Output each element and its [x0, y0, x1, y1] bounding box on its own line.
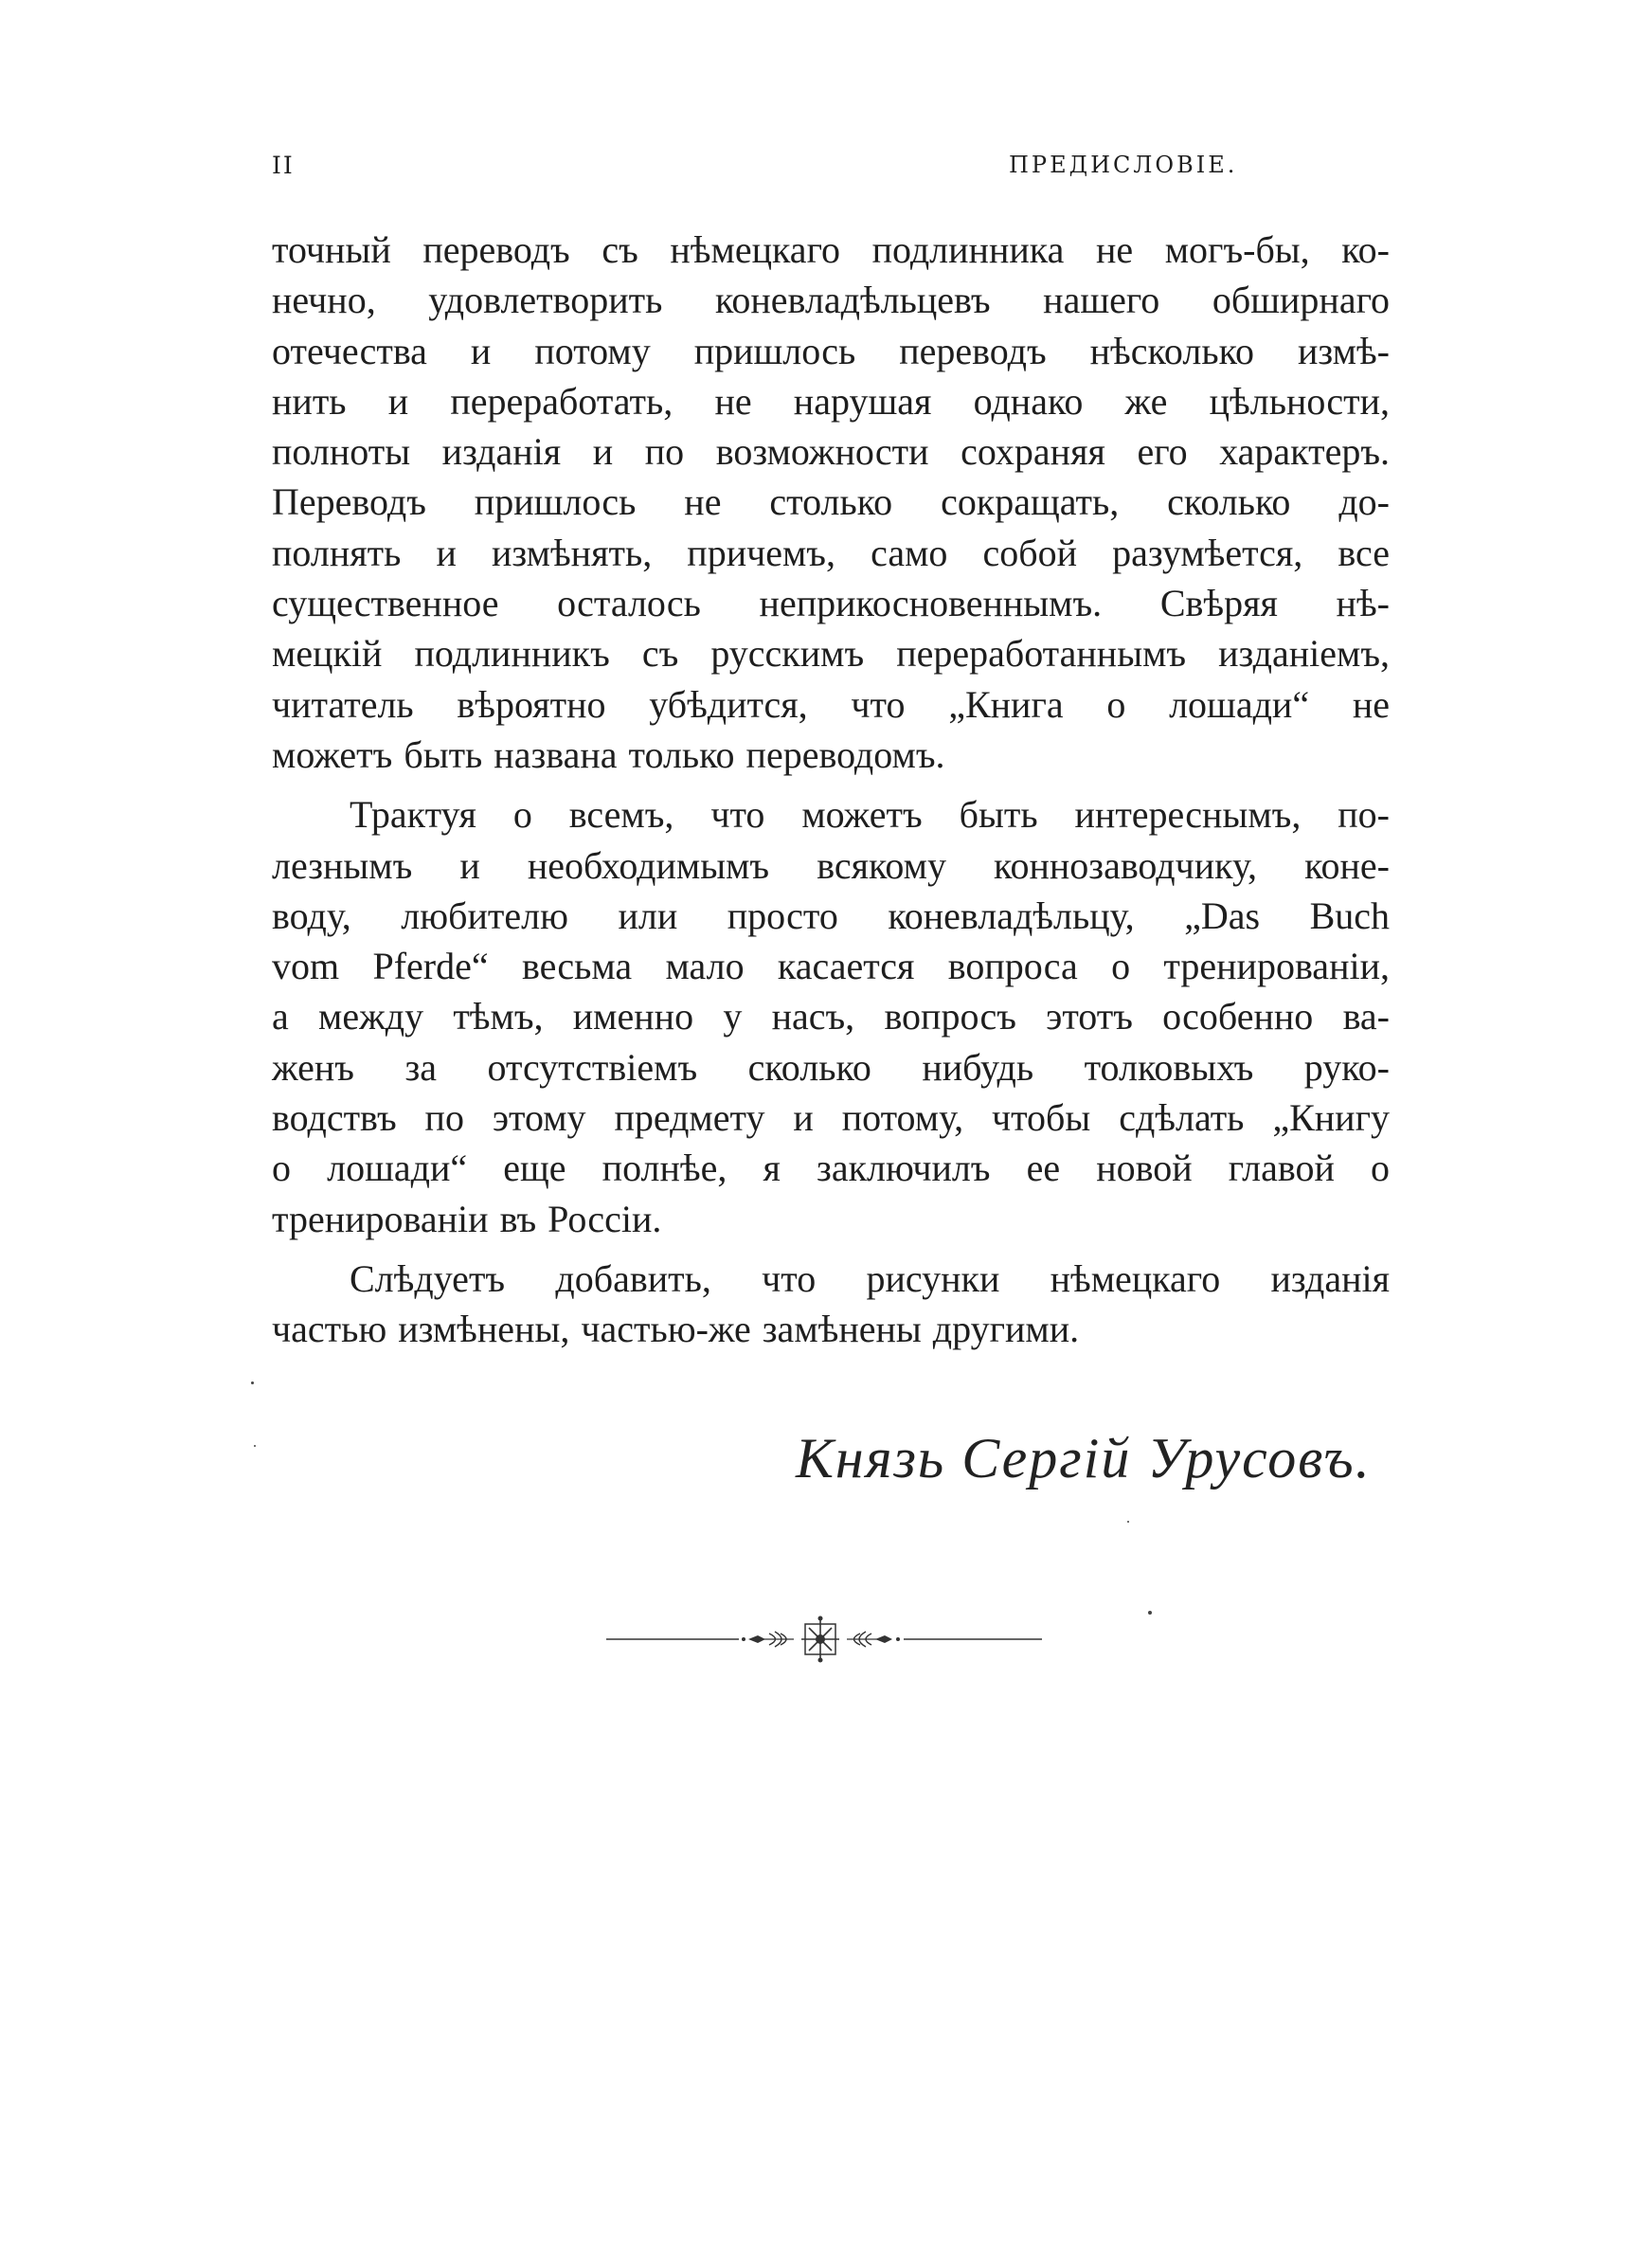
body-text	[272, 225, 1390, 1355]
scan-speck	[1148, 1611, 1152, 1615]
text-line: лезнымъ и необходимымъ всякому коннозаводчику, коне-	[272, 843, 1390, 887]
text-line: отечества и потому пришлось переводъ нѣсколько измѣ-	[272, 329, 1390, 372]
text-line: нить и переработать, не нарушая однако же цѣльности,	[272, 379, 1390, 423]
text-line: женъ за отсутствіемъ сколько нибудь толковыхъ руко-	[272, 1045, 1390, 1089]
text-line: точный переводъ съ нѣмецкаго подлинника не могъ-бы, ко-	[272, 228, 1390, 271]
paragraph	[272, 1254, 1390, 1355]
page-heading: ПРЕДИСЛОВІЕ.	[1009, 152, 1238, 178]
text-line: читатель вѣроятно убѣдится, что „Книга о лошади“ не	[272, 682, 1390, 726]
text-line: тренированіи въ Россіи.	[272, 1197, 662, 1240]
text-line: vom Pferde“ весьма мало касается вопроса о тренированіи,	[272, 945, 1390, 988]
text-line: воду, любителю или просто коневладѣльцу, „Das Buch	[272, 894, 1390, 937]
ornament-divider	[606, 1611, 1042, 1668]
text-line: полноты изданія и по возможности сохраняя его характеръ.	[272, 430, 1390, 474]
running-head	[272, 152, 1390, 190]
signature: Князь Сергій Урусовъ.	[796, 1427, 1372, 1490]
text-line: Переводъ пришлось не столько сокращать, сколько до-	[272, 480, 1390, 524]
scan-speck	[1127, 1521, 1129, 1523]
page-number: II	[272, 152, 295, 179]
scan-speck	[254, 1445, 256, 1447]
text-line: а между тѣмъ, именно у насъ, вопросъ этотъ особенно ва-	[272, 995, 1390, 1038]
text-line: существенное осталось неприкосновеннымъ. Свѣряя нѣ-	[272, 582, 1390, 625]
text-line: частью измѣнены, частью-же замѣнены другими.	[272, 1308, 1080, 1351]
paragraph	[272, 225, 1390, 780]
text-line: нечно, удовлетворить коневладѣльцевъ нашего обширнаго	[272, 279, 1390, 322]
paragraph	[272, 789, 1390, 1244]
text-line: Слѣдуетъ добавить, что рисунки нѣмецкаго изданія	[350, 1256, 1390, 1300]
text-line: полнять и измѣнять, причемъ, само собой разумѣется, все	[272, 531, 1390, 574]
text-line: Трактуя о всемъ, что можетъ быть интереснымъ, по-	[350, 793, 1390, 837]
text-line: о лошади“ еще полнѣе, я заключилъ ее новой главой о	[272, 1147, 1390, 1190]
scan-speck	[251, 1381, 254, 1384]
text-line: мецкій подлинникъ съ русскимъ переработаннымъ изданіемъ,	[272, 632, 1390, 676]
text-line: водствъ по этому предмету и потому, чтобы сдѣлать „Книгу	[272, 1096, 1390, 1140]
text-line: можетъ быть названа только переводомъ.	[272, 732, 945, 776]
